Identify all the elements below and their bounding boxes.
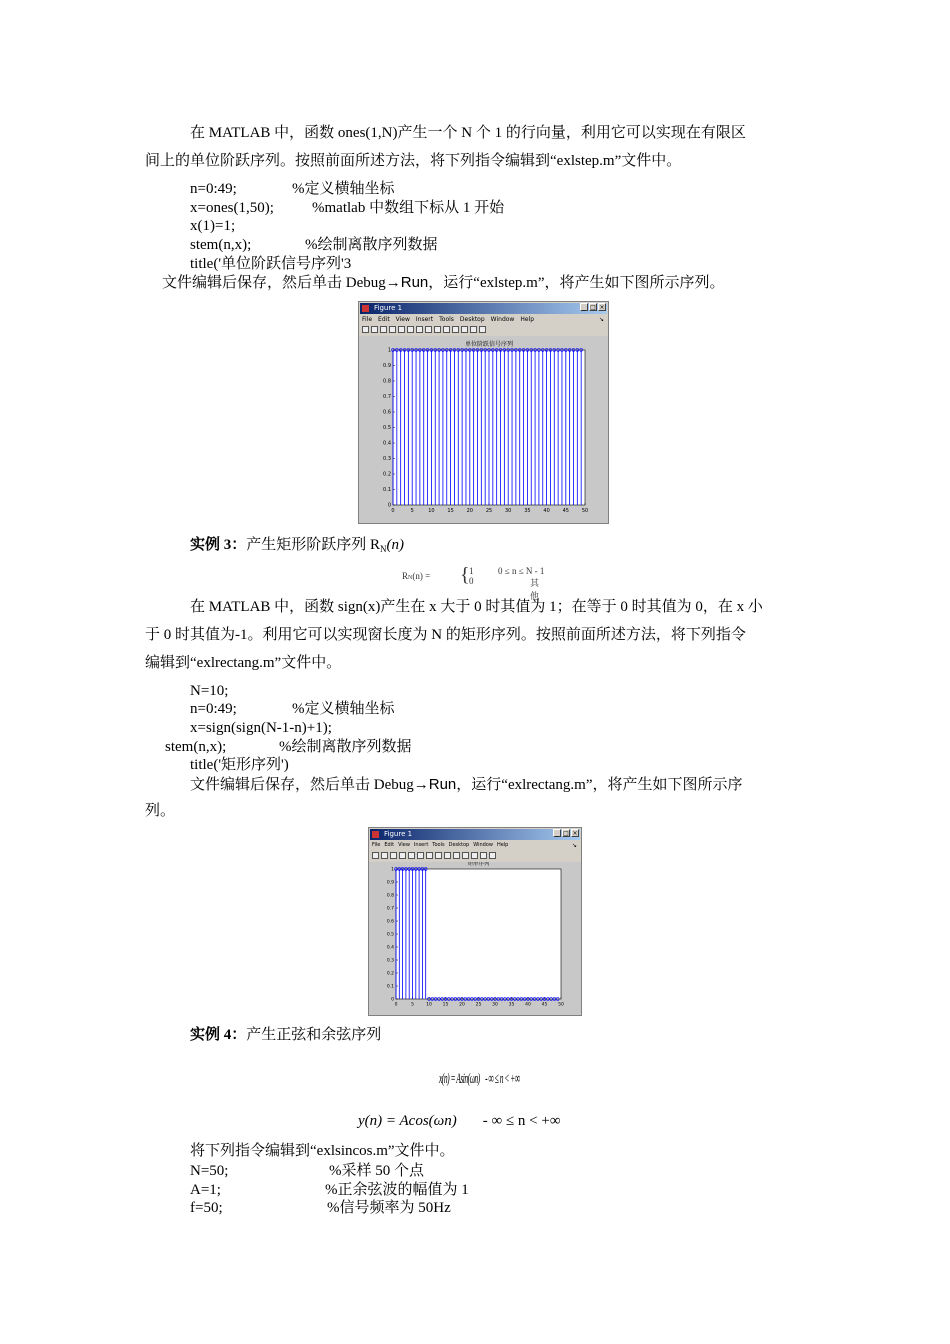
zoom-out-icon[interactable] (426, 852, 433, 859)
menu-help[interactable]: Help (496, 842, 509, 848)
x-tick-label: 20 (466, 508, 473, 514)
y-tick-label: 0.1 (383, 487, 391, 494)
y-tick-label: 0.3 (386, 958, 394, 964)
code-comment: %绘制离散序列数据 (305, 237, 438, 253)
x-tick-label: 5 (410, 508, 414, 514)
open-file-icon[interactable] (371, 326, 378, 333)
pointer-icon[interactable] (398, 326, 405, 333)
legend-icon[interactable] (471, 852, 478, 859)
after2-pre: 文件编辑后保存，然后单击 Debug→ (190, 777, 429, 793)
matlab-logo-icon (372, 831, 379, 838)
menu-desktop[interactable]: Desktop (448, 842, 470, 848)
cosine-formula-lhs: y(n) = Acos(ωn) (358, 1113, 457, 1129)
formula-case2-val: 0 (469, 576, 474, 586)
code-line: stem(n,x); (165, 739, 227, 755)
figure-window-title: Figure 1 (384, 830, 413, 838)
y-tick-label: 0 (387, 502, 391, 509)
x-tick-label: 35 (524, 508, 531, 514)
window-controls (580, 303, 606, 312)
code-line: title('单位阶跃信号序列'3 (190, 256, 352, 272)
after2-post: ，运行“exlrectang.m”，将产生如下图所示序 (456, 777, 743, 793)
close-button[interactable]: × (599, 304, 605, 311)
sine-formula: x(n) = Asin(ωn) - ∞ ≤ n < +∞ (439, 1071, 520, 1087)
x-tick-label: 40 (525, 1002, 531, 1008)
x-tick-label: 0 (394, 1002, 398, 1008)
code-line: N=50; (190, 1163, 229, 1179)
example3-heading (190, 536, 404, 559)
print-icon[interactable] (399, 852, 406, 859)
menu-view[interactable]: View (398, 842, 410, 848)
figure-title-bar (370, 829, 580, 840)
x-tick-label: 30 (505, 508, 512, 514)
x-tick-label: 5 (411, 1002, 414, 1008)
new-figure-icon[interactable] (362, 326, 369, 333)
axes-box (396, 869, 561, 999)
y-tick-label: 0.1 (386, 984, 394, 990)
after1-pre: 文件编辑后保存，然后单击 Debug→ (162, 275, 401, 291)
matlab-figure-window-2 (368, 827, 582, 1016)
x-tick-label: 40 (543, 508, 550, 514)
data-cursor-icon[interactable] (443, 326, 450, 333)
code-line: n=0:49; (190, 701, 237, 717)
run-text: Run (428, 776, 457, 793)
pan-icon[interactable] (435, 852, 442, 859)
minimize-button[interactable]: _ (553, 829, 561, 837)
x-tick-label: 50 (558, 1002, 564, 1008)
code-comment: %正余弦波的幅值为 1 (325, 1182, 469, 1198)
run-text: Run (400, 274, 429, 291)
plot-title: 单位阶跃信号序列 (464, 341, 514, 348)
formula-case2-cond: 其他 (530, 578, 540, 601)
x-tick-label: 45 (541, 1002, 548, 1008)
para1-line1: 在 MATLAB 中，函数 ones(1,N)产生一个 N 个 1 的行向量，利用它可以实现在有限区 (190, 125, 746, 141)
new-figure-icon[interactable] (372, 852, 379, 859)
code-comment: %信号频率为 50Hz (327, 1200, 451, 1216)
para2-line3: 编辑到“exlrectang.m”文件中。 (145, 655, 342, 671)
para1-line2: 间上的单位阶跃序列。按照前面所述方法，将下列指令编辑到“exlstep.m”文件中。 (145, 153, 682, 169)
menu-edit[interactable]: Edit (384, 842, 395, 848)
menu-insert[interactable]: Insert (413, 842, 429, 848)
legend-icon[interactable] (461, 326, 468, 333)
menu-insert[interactable]: Insert (415, 316, 434, 323)
para2-line1: 在 MATLAB 中，函数 sign(x)产生在 x 大于 0 时其值为 1；在等于 0 时其值为 0，在 x 小 (190, 599, 763, 615)
hide-plot-tools-icon[interactable] (470, 326, 477, 333)
x-tick-label: 35 (508, 1002, 515, 1008)
after-code-2 (190, 775, 742, 795)
rotate-icon[interactable] (444, 852, 451, 859)
stem-plot-1 (359, 336, 608, 523)
para3-line1: 将下列指令编辑到“exlsincos.m”文件中。 (190, 1143, 455, 1159)
menu-tools[interactable]: Tools (439, 316, 454, 323)
y-tick-label: 1 (391, 867, 394, 873)
x-tick-label: 0 (391, 508, 395, 514)
code-comment: %采样 50 个点 (329, 1163, 424, 1179)
colorbar-icon[interactable] (452, 326, 459, 333)
menu-help[interactable]: Help (520, 316, 535, 323)
matlab-logo-icon (362, 305, 369, 312)
dock-arrow-icon[interactable]: ↘ (598, 316, 604, 323)
maximize-button[interactable]: □ (563, 830, 569, 837)
y-tick-label: 0 (391, 997, 394, 1003)
code-comment: %定义横轴坐标 (292, 181, 395, 197)
menu-view[interactable]: View (395, 316, 410, 323)
figure-title-bar (360, 303, 607, 314)
y-tick-label: 0.2 (386, 971, 394, 977)
example3-sub: N (380, 544, 387, 554)
example4-label: 实例 4： (190, 1027, 247, 1043)
maximize-button[interactable]: □ (590, 304, 596, 311)
zoom-in-icon[interactable] (417, 852, 424, 859)
colorbar-icon[interactable] (462, 852, 469, 859)
y-tick-label: 0.8 (383, 378, 391, 385)
zoom-in-icon[interactable] (407, 326, 414, 333)
dock-arrow-icon[interactable]: ↘ (571, 842, 577, 849)
x-tick-label: 15 (442, 1002, 449, 1008)
window-controls (553, 829, 579, 838)
figure-window-title: Figure 1 (374, 304, 403, 312)
formula-case1-cond: 0 ≤ n ≤ N - 1 (498, 566, 545, 576)
x-tick-label: 50 (581, 508, 589, 514)
code-comment: %定义横轴坐标 (292, 701, 395, 717)
code-line: x=ones(1,50); (190, 200, 274, 216)
x-tick-label: 30 (492, 1002, 498, 1008)
y-tick-label: 0.9 (386, 880, 394, 886)
cosine-formula (358, 1112, 561, 1131)
code-line: x(1)=1; (190, 218, 236, 234)
save-icon[interactable] (390, 852, 397, 859)
menu-desktop[interactable]: Desktop (459, 316, 485, 323)
example4-text: 产生正弦和余弦序列 (246, 1027, 382, 1043)
y-tick-label: 0.6 (386, 919, 394, 925)
code-line: stem(n,x); (190, 237, 252, 253)
after1-post: ，运行“exlstep.m”，将产生如下图所示序列。 (428, 275, 725, 291)
code-comment: %绘制离散序列数据 (279, 739, 412, 755)
y-tick-label: 0.5 (386, 932, 394, 938)
y-tick-label: 0.7 (383, 394, 391, 401)
example4-heading (190, 1026, 381, 1045)
menu-window[interactable]: Window (473, 842, 493, 848)
example3-text: 产生矩形阶跃序列 R (246, 537, 381, 553)
x-tick-label: 15 (447, 508, 454, 514)
print-icon[interactable] (389, 326, 396, 333)
x-tick-label: 10 (426, 1002, 432, 1008)
example3-label: 实例 3： (190, 537, 247, 553)
code-line: title('矩形序列') (190, 757, 289, 773)
figure-menu-bar (372, 841, 508, 850)
x-tick-label: 25 (475, 1002, 482, 1008)
after-code-2-line2: 列。 (145, 803, 176, 819)
y-tick-label: 0.8 (386, 893, 394, 899)
zoom-out-icon[interactable] (416, 326, 423, 333)
code-line: f=50; (190, 1200, 223, 1216)
matlab-figure-window-1 (358, 301, 609, 524)
y-tick-label: 0.4 (386, 945, 394, 951)
figure-toolbar (362, 325, 486, 335)
minimize-button[interactable]: _ (580, 303, 588, 311)
menu-file[interactable]: File (362, 316, 373, 323)
y-tick-label: 0.7 (386, 906, 394, 912)
pan-icon[interactable] (425, 326, 432, 333)
y-tick-label: 1 (387, 347, 391, 354)
code-line: A=1; (190, 1182, 221, 1198)
hide-plot-tools-icon[interactable] (480, 852, 487, 859)
open-file-icon[interactable] (381, 852, 388, 859)
y-tick-label: 0.9 (383, 363, 391, 370)
code-comment: %matlab 中数组下标从 1 开始 (312, 200, 505, 216)
code-line: n=0:49; (190, 181, 237, 197)
y-tick-label: 0.4 (383, 440, 391, 447)
show-plot-tools-icon[interactable] (489, 852, 496, 859)
x-tick-label: 10 (428, 508, 435, 514)
save-icon[interactable] (380, 326, 387, 333)
y-tick-label: 0.5 (383, 425, 391, 432)
para2-line2: 于 0 时其值为-1。利用它可以实现窗长度为 N 的矩形序列。按照前面所述方法，将下列指令 (145, 627, 746, 643)
y-tick-label: 0.3 (383, 456, 391, 463)
y-tick-label: 0.6 (383, 409, 391, 416)
data-cursor-icon[interactable] (453, 852, 460, 859)
menu-edit[interactable]: Edit (378, 316, 390, 323)
formula-brace: { (460, 564, 470, 586)
example3-arg: (n) (386, 537, 405, 553)
code-line: x=sign(sign(N-1-n)+1); (190, 720, 332, 736)
x-tick-label: 45 (562, 508, 569, 514)
stem-plot-2 (369, 862, 581, 1015)
rotate-icon[interactable] (434, 326, 441, 333)
show-plot-tools-icon[interactable] (479, 326, 486, 333)
y-tick-label: 0.2 (383, 471, 391, 478)
menu-file[interactable]: File (372, 842, 381, 848)
after-code-1 (162, 273, 725, 293)
menu-tools[interactable]: Tools (432, 842, 445, 848)
formula-lhs: RN(n) = (402, 571, 433, 581)
close-button[interactable]: × (572, 830, 578, 837)
figure-menu-bar (362, 315, 534, 324)
plot-title: 矩形序列 (467, 862, 490, 867)
pointer-icon[interactable] (408, 852, 415, 859)
menu-window[interactable]: Window (490, 316, 515, 323)
figure-toolbar (372, 851, 496, 861)
formula-case1-val: 1 (469, 566, 474, 576)
x-tick-label: 20 (459, 1002, 465, 1008)
x-tick-label: 25 (485, 508, 493, 514)
code-line: N=10; (190, 683, 229, 699)
cosine-formula-range: - ∞ ≤ n < +∞ (482, 1113, 561, 1129)
